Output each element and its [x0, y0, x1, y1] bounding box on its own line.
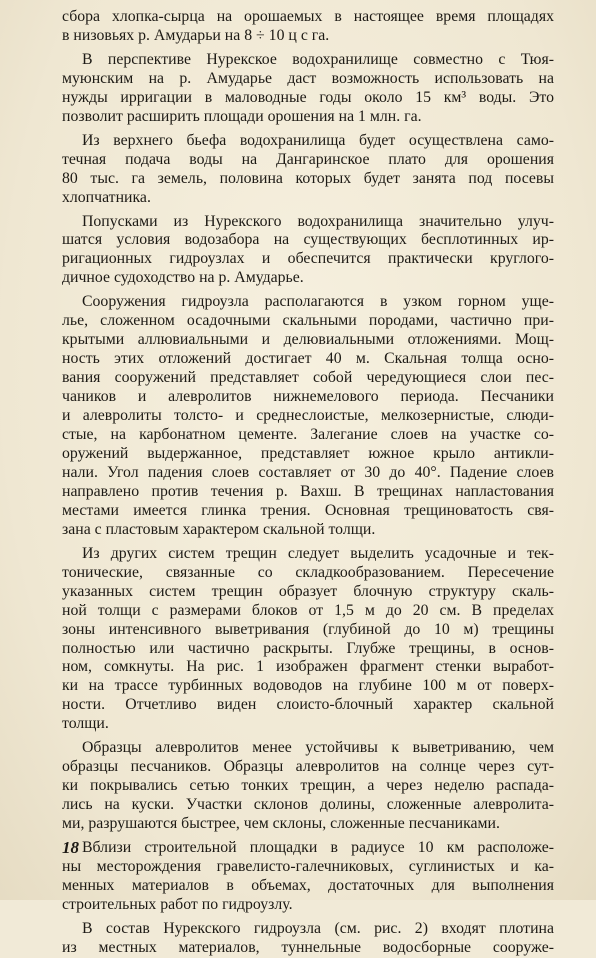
- text-line: указанных систем трещин образует блочную структуру скаль-: [62, 582, 554, 600]
- text-line: тонические, связанные со складкообразованием. Пересечение: [62, 563, 554, 581]
- text-line: Вблизи строительной площадки в радиусе 10 км расположе-: [82, 839, 554, 857]
- paragraph: [62, 545, 554, 735]
- text-line: 80 тыс. га земель, половина которых будет занята под посевы: [62, 169, 554, 187]
- text-line: чаников и алевролитов нижнемелового периода. Песчаники: [62, 388, 554, 406]
- paragraph: [62, 51, 554, 127]
- text-line: ми, разрушаются быстрее, чем склоны, сложенные песчаниками.: [62, 815, 500, 833]
- paragraph: [62, 132, 554, 208]
- paragraph: [62, 920, 554, 958]
- text-line: позволит расширить площади орошения на 1 млн. га.: [62, 107, 422, 125]
- text-line: менных материалов в объемах, достаточных для выполнения: [62, 876, 554, 894]
- text-line: лье, сложенном осадочными скальными породами, частично при-: [62, 312, 554, 330]
- text-line: ности. Отчетливо виден слоисто-блочный характер скальной: [62, 696, 554, 714]
- text-line: Сооружения гидроузла располагаются в узком горном уще-: [82, 293, 554, 311]
- text-line: полностью или частично раскрыты. Глубже трещины, в основ-: [62, 639, 554, 657]
- body-text: [62, 8, 554, 958]
- text-line: крытыми аллювиальными и делювиальными отложениями. Мощ-: [62, 331, 554, 349]
- text-line: хлопчатника.: [62, 188, 151, 206]
- text-line: ной толщи с размерами блоков от 1,5 м до 20 см. В пределах: [62, 601, 554, 619]
- text-line: муюнским на р. Амударье даст возможность использовать на: [62, 69, 554, 87]
- text-line: Из других систем трещин следует выделить усадочные и тек-: [82, 544, 554, 562]
- text-line: зана с пластовым характером скальной толщи.: [62, 520, 376, 538]
- text-line: оружений выдержанное, представляет южное крыло антикли-: [62, 444, 554, 462]
- paragraph: [62, 739, 554, 834]
- text-line: стые, на карбонатном цементе. Залегание слоев на участке со-: [62, 426, 554, 444]
- text-line: ном, сомкнуты. На рис. 1 изображен фрагмент стенки выработ-: [62, 658, 554, 676]
- text-line: Попусками из Нурекского водохранилища значительно улуч-: [82, 212, 554, 230]
- text-line: зоны интенсивного выветривания (глубиной до 10 м) трещины: [62, 620, 554, 638]
- text-line: ки покрывались сетью тонких трещин, а через неделю распада-: [62, 777, 554, 795]
- text-line: сбора хлопка-сырца на орошаемых в настоящее время площадях: [62, 8, 554, 25]
- paragraph: [62, 839, 554, 915]
- text-line: ны месторождения гравелисто-галечниковых, суглинистых и ка-: [62, 857, 554, 875]
- text-line: и алевролиты толсто- и среднеслоистые, мелкозернистые, слюди-: [62, 407, 554, 425]
- paragraph: [62, 213, 554, 289]
- text-line: В перспективе Нурекское водохранилище совместно с Тюя-: [82, 50, 554, 68]
- text-line: толщи.: [62, 715, 109, 733]
- text-line: шатся условия водозабора на существующих бесплотинных ир-: [62, 231, 554, 249]
- text-line: ность этих отложений достигает 40 м. Скальная толща осно-: [62, 350, 554, 368]
- text-line: течная подача воды на Дангаринское плато для орошения: [62, 150, 554, 168]
- text-line: нали. Угол падения слоев составляет от 30 до 40°. Падение слоев: [62, 463, 554, 481]
- text-line: местами имеется глинка трения. Основная трещиноватость свя-: [62, 501, 554, 519]
- page-number: 18: [62, 838, 79, 857]
- text-line: В состав Нурекского гидроузла (см. рис. 2) входят плотина: [82, 919, 554, 937]
- text-line: из местных материалов, туннельные водосборные сооруже-: [62, 938, 554, 956]
- paragraph: [62, 293, 554, 539]
- text-line: образцы песчаников. Образцы алевролитов на солнце через сут-: [62, 758, 554, 776]
- text-line: дичное судоходство на р. Амударье.: [62, 269, 304, 287]
- text-line: нужды ирригации в маловодные годы около 15 км³ воды. Это: [62, 88, 554, 106]
- text-line: Образцы алевролитов менее устойчивы к выветриванию, чем: [82, 739, 554, 757]
- text-line: вания сооружений представляет собой чередующиеся слои пес-: [62, 369, 554, 387]
- text-line: в низовьях р. Амударьи на 8 ÷ 10 ц с га.: [62, 26, 330, 44]
- text-line: ки на трассе турбинных водоводов на глубине 100 м от поверх-: [62, 677, 554, 695]
- text-line: лись на куски. Участки склонов долины, сложенные алевролита-: [62, 796, 554, 814]
- text-line: Из верхнего бьефа водохранилища будет осуществлена само-: [82, 131, 554, 149]
- paragraph: [62, 8, 554, 46]
- text-line: ригационных гидроузлах и обеспечится практически круглого-: [62, 250, 554, 268]
- text-line: направлено против течения р. Вахш. В трещинах напластования: [62, 482, 554, 500]
- text-line: строительных работ по гидроузлу.: [62, 895, 293, 913]
